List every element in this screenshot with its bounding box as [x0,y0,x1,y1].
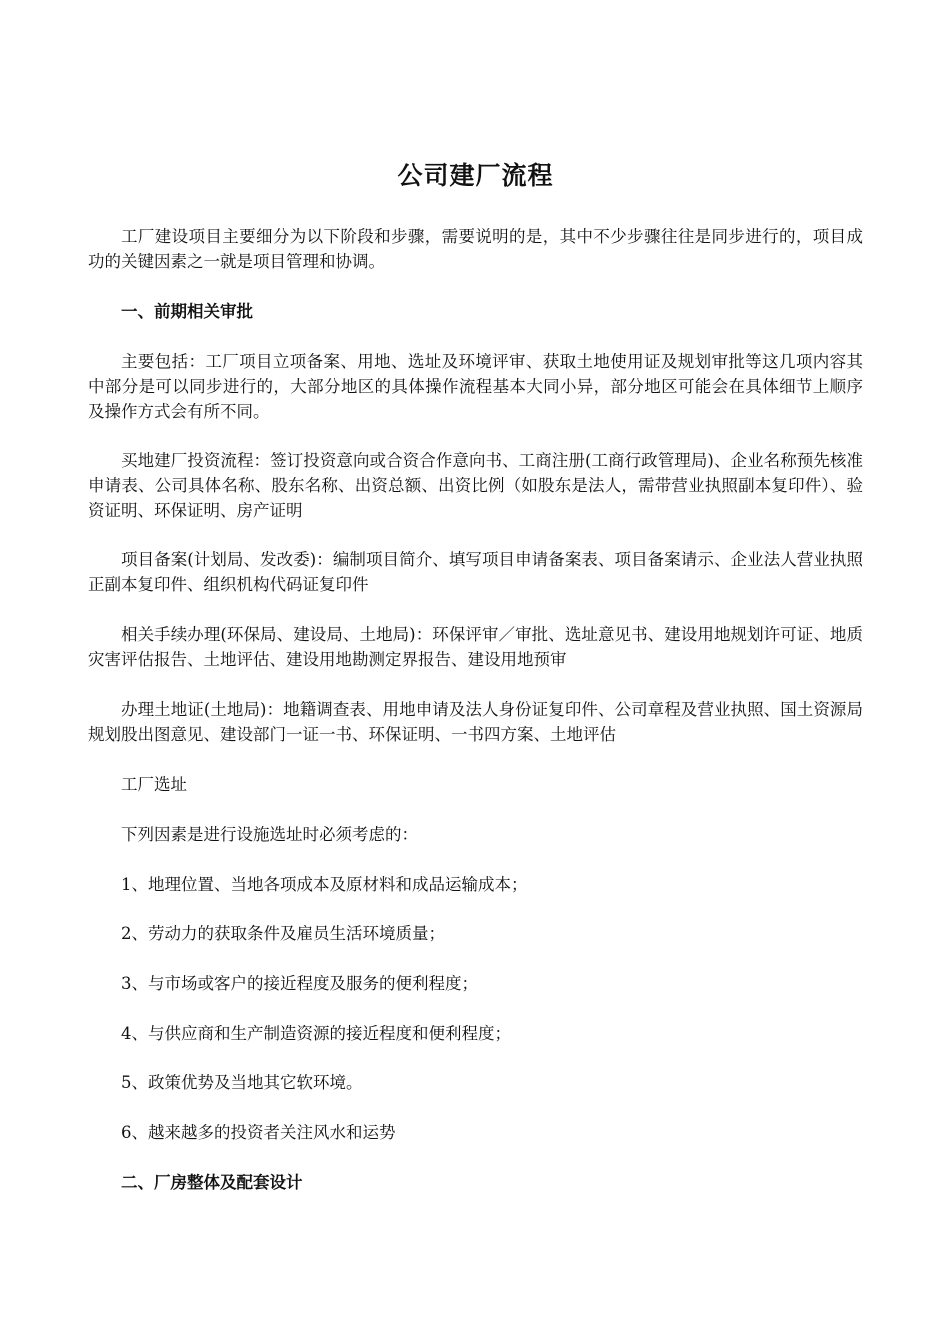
intro-paragraph: 工厂建设项目主要细分为以下阶段和步骤，需要说明的是，其中不少步骤往往是同步进行的，项目成功的关键因素之一就是项目管理和协调。 [88,227,863,271]
section-heading-2: 二、厂房整体及配套设计 [121,1173,303,1192]
page-title: 公司建厂流程 [397,161,554,190]
paragraph-investment-process: 买地建厂投资流程：签订投资意向或合资合作意向书、工商注册(工商行政管理局)、企业名称预先核准申请表、公司具体名称、股东名称、出资总额、出资比例（如股东是法人，需带营业执照副本复印件）、验资证明、环保证明、房产证明 [88,451,863,520]
list-item: 2、劳动力的获取条件及雇员生活环境质量； [121,924,445,943]
list-item: 3、与市场或客户的接近程度及服务的便利程度； [121,974,478,993]
section-heading-1: 一、前期相关审批 [121,302,253,321]
list-item: 6、越来越多的投资者关注风水和运势 [121,1123,396,1142]
list-item: 1、地理位置、当地各项成本及原材料和成品运输成本； [121,875,528,894]
paragraph-main-contents: 主要包括：工厂项目立项备案、用地、选址及环境评审、获取土地使用证及规划审批等这几项内容其中部分是可以同步进行的，大部分地区的具体操作流程基本大同小异，部分地区可能会在具体细节上顺序及操作方式会有所不同。 [88,352,863,421]
paragraph-project-filing: 项目备案(计划局、发改委)：编制项目简介、填写项目申请备案表、项目备案请示、企业法人营业执照正副本复印件、组织机构代码证复印件 [88,550,863,594]
list-item: 5、政策优势及当地其它软环境。 [121,1073,363,1092]
paragraph-factory-site: 工厂选址 [121,775,187,794]
list-item: 4、与供应商和生产制造资源的接近程度和便利程度； [121,1024,511,1043]
paragraph-procedures: 相关手续办理(环保局、建设局、土地局)：环保评审／审批、选址意见书、建设用地规划许可证、地质灾害评估报告、土地评估、建设用地勘测定界报告、建设用地预审 [88,625,863,669]
paragraph-site-factors-intro: 下列因素是进行设施选址时必须考虑的： [121,825,418,844]
paragraph-land-certificate: 办理土地证(土地局)：地籍调查表、用地申请及法人身份证复印件、公司章程及营业执照、国土资源局规划股出图意见、建设部门一证一书、环保证明、一书四方案、土地评估 [88,700,863,744]
